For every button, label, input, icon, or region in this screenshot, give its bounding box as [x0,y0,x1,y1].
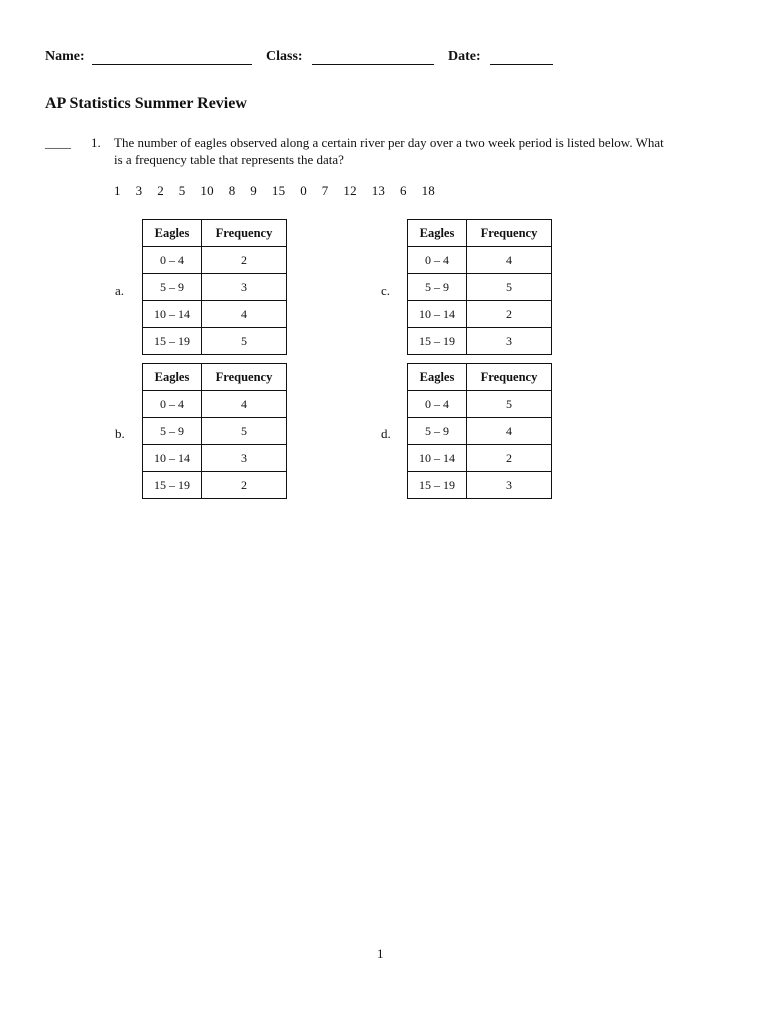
eagles-cell: 0 – 4 [143,391,202,418]
table-header-row [143,364,287,391]
frequency-cell: 3 [467,328,552,355]
eagles-cell: 0 – 4 [408,247,467,274]
table-row [143,274,287,301]
table-row [143,445,287,472]
frequency-cell: 2 [467,301,552,328]
option-a-table [142,219,287,355]
frequency-header: Frequency [202,364,287,391]
question-number: 1. [91,135,101,150]
frequency-cell: 4 [202,391,287,418]
table-row [143,247,287,274]
frequency-cell: 4 [202,301,287,328]
frequency-cell: 5 [202,328,287,355]
frequency-cell: 5 [202,418,287,445]
question-text-line2: is a frequency table that represents the data? [114,152,344,167]
class-label: Class: [266,49,303,64]
eagles-header: Eagles [143,220,202,247]
table-row [408,391,552,418]
page-title: AP Statistics Summer Review [45,95,247,112]
table-row [408,301,552,328]
eagles-header: Eagles [143,364,202,391]
page-number: 1 [377,946,384,961]
option-c-letter[interactable]: c. [381,283,391,298]
class-field[interactable] [312,64,434,65]
option-a-letter[interactable]: a. [115,283,125,298]
table-row [143,418,287,445]
eagles-cell: 5 – 9 [143,274,202,301]
frequency-cell: 3 [202,274,287,301]
eagles-cell: 15 – 19 [143,328,202,355]
table-row [143,301,287,328]
table-row [408,418,552,445]
answer-blank[interactable]: ____ [45,135,71,150]
eagles-cell: 5 – 9 [408,418,467,445]
frequency-cell: 3 [467,472,552,499]
table-row [143,472,287,499]
date-label: Date: [448,49,481,64]
frequency-header: Frequency [467,364,552,391]
frequency-cell: 2 [202,247,287,274]
frequency-cell: 4 [467,247,552,274]
option-c-table [407,219,552,355]
option-b-letter[interactable]: b. [115,426,125,441]
option-d-table [407,363,552,499]
option-d-letter[interactable]: d. [381,426,391,441]
frequency-header: Frequency [467,220,552,247]
table-row [143,391,287,418]
frequency-cell: 5 [467,274,552,301]
eagles-cell: 15 – 19 [143,472,202,499]
eagles-header: Eagles [408,220,467,247]
eagles-cell: 0 – 4 [143,247,202,274]
table-row [408,274,552,301]
name-field[interactable] [92,64,252,65]
table-row [408,328,552,355]
date-field[interactable] [490,64,553,65]
frequency-header: Frequency [202,220,287,247]
data-values: 1 3 2 5 10 8 9 15 0 7 12 13 6 18 [114,183,435,198]
frequency-cell: 5 [467,391,552,418]
eagles-cell: 15 – 19 [408,472,467,499]
eagles-header: Eagles [408,364,467,391]
frequency-cell: 3 [202,445,287,472]
frequency-cell: 2 [202,472,287,499]
frequency-cell: 2 [467,445,552,472]
table-row [408,247,552,274]
eagles-cell: 15 – 19 [408,328,467,355]
table-header-row [143,220,287,247]
eagles-cell: 10 – 14 [143,445,202,472]
eagles-cell: 5 – 9 [143,418,202,445]
table-row [408,472,552,499]
eagles-cell: 10 – 14 [143,301,202,328]
eagles-cell: 0 – 4 [408,391,467,418]
eagles-cell: 10 – 14 [408,301,467,328]
table-header-row [408,220,552,247]
eagles-cell: 10 – 14 [408,445,467,472]
table-row [143,328,287,355]
table-header-row [408,364,552,391]
question-text-line1: The number of eagles observed along a certain river per day over a two week period is listed below. What [114,135,664,150]
eagles-cell: 5 – 9 [408,274,467,301]
name-label: Name: [45,49,85,64]
frequency-cell: 4 [467,418,552,445]
option-b-table [142,363,287,499]
table-row [408,445,552,472]
